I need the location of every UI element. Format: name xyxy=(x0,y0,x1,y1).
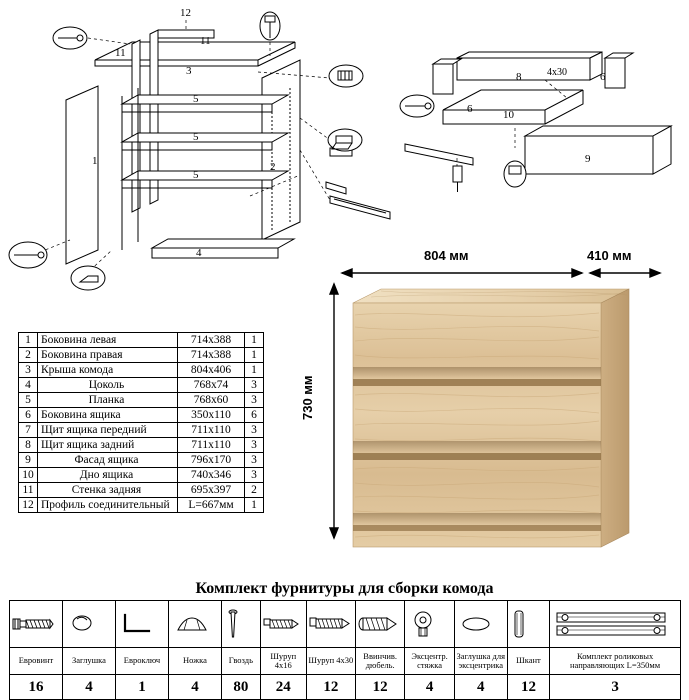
svg-text:9: 9 xyxy=(585,153,591,165)
screw-4x16-icon xyxy=(260,601,306,648)
part-qty: 3 xyxy=(245,438,264,453)
foot-icon xyxy=(168,601,221,648)
hardware-count: 4 xyxy=(62,675,115,700)
hardware-label: Евроключ xyxy=(115,648,168,675)
hardware-count: 12 xyxy=(306,675,355,700)
svg-text:5: 5 xyxy=(193,169,199,181)
part-size: 796х170 xyxy=(178,453,245,468)
part-size: 711х110 xyxy=(178,423,245,438)
dowel-icon xyxy=(507,601,549,648)
table-row xyxy=(19,378,264,393)
hardware-count: 3 xyxy=(550,675,681,700)
part-name: Фасад ящика xyxy=(38,453,178,468)
euro-key-icon xyxy=(115,601,168,648)
hardware-label: Евровинт xyxy=(10,648,63,675)
cam-lock-icon xyxy=(405,601,454,648)
hardware-count: 12 xyxy=(507,675,549,700)
hardware-count: 12 xyxy=(356,675,405,700)
part-size: 350х110 xyxy=(178,408,245,423)
part-size: 804х406 xyxy=(178,363,245,378)
assembly-diagram-drawer xyxy=(395,40,685,200)
hardware-labels-row xyxy=(10,648,681,675)
part-qty: 1 xyxy=(245,348,264,363)
dowel-screw-icon xyxy=(356,601,405,648)
svg-text:10: 10 xyxy=(503,109,514,121)
chest-of-drawers-image xyxy=(345,275,635,560)
part-size: 714х388 xyxy=(178,348,245,363)
screw-4x30-icon xyxy=(306,601,355,648)
part-qty: 3 xyxy=(245,378,264,393)
table-row xyxy=(19,423,264,438)
svg-text:6: 6 xyxy=(467,103,473,115)
part-name: Щит ящика задний xyxy=(38,438,178,453)
svg-text:1: 1 xyxy=(92,155,98,167)
svg-text:3: 3 xyxy=(186,65,192,77)
width-dimension-label: 804 мм xyxy=(424,248,469,263)
part-size: 695х397 xyxy=(178,483,245,498)
height-dimension-label: 730 мм xyxy=(300,375,315,420)
hardware-label: Шуруп 4х30 xyxy=(306,648,355,675)
hardware-count: 24 xyxy=(260,675,306,700)
part-name: Цоколь xyxy=(38,378,178,393)
svg-text:8: 8 xyxy=(516,71,522,83)
part-qty: 3 xyxy=(245,423,264,438)
table-row xyxy=(19,333,264,348)
part-qty: 6 xyxy=(245,408,264,423)
table-row xyxy=(19,453,264,468)
svg-text:2: 2 xyxy=(270,161,276,173)
part-no: 10 xyxy=(19,468,38,483)
svg-text:4х30: 4х30 xyxy=(547,67,567,78)
svg-text:4: 4 xyxy=(196,247,202,259)
hardware-label: Ножка xyxy=(168,648,221,675)
part-no: 1 xyxy=(19,333,38,348)
part-qty: 3 xyxy=(245,393,264,408)
hardware-label: Заглушка для эксцентрика xyxy=(454,648,507,675)
hardware-counts-row xyxy=(10,675,681,700)
part-name: Профиль соединительный xyxy=(38,498,178,513)
hardware-label: Заглушка xyxy=(62,648,115,675)
part-qty: 1 xyxy=(245,498,264,513)
table-row xyxy=(19,498,264,513)
part-size: 768х74 xyxy=(178,378,245,393)
part-no: 11 xyxy=(19,483,38,498)
table-row xyxy=(19,408,264,423)
part-size: L=667мм xyxy=(178,498,245,513)
hardware-count: 4 xyxy=(168,675,221,700)
part-no: 5 xyxy=(19,393,38,408)
table-row xyxy=(19,393,264,408)
hardware-label: Шкант xyxy=(507,648,549,675)
hardware-label: Эксцентр. стяжка xyxy=(405,648,454,675)
hardware-icons-row xyxy=(10,601,681,648)
hardware-label: Ввинчив. дюбель. xyxy=(356,648,405,675)
hardware-count: 1 xyxy=(115,675,168,700)
part-name: Дно ящика xyxy=(38,468,178,483)
table-row xyxy=(19,438,264,453)
svg-text:6: 6 xyxy=(600,71,606,83)
part-name: Стенка задняя xyxy=(38,483,178,498)
part-no: 8 xyxy=(19,438,38,453)
hardware-count: 4 xyxy=(454,675,507,700)
part-qty: 1 xyxy=(245,333,264,348)
hardware-table xyxy=(9,600,681,700)
part-no: 3 xyxy=(19,363,38,378)
table-row xyxy=(19,348,264,363)
part-name: Боковина ящика xyxy=(38,408,178,423)
part-qty: 3 xyxy=(245,468,264,483)
table-row xyxy=(19,483,264,498)
drawer-slides-icon xyxy=(550,601,681,648)
part-size: 768х60 xyxy=(178,393,245,408)
part-qty: 2 xyxy=(245,483,264,498)
part-no: 2 xyxy=(19,348,38,363)
cap-icon xyxy=(62,601,115,648)
euro-screw-icon xyxy=(10,601,63,648)
part-no: 4 xyxy=(19,378,38,393)
hardware-kit-title: Комплект фурнитуры для сборки комода xyxy=(195,580,494,597)
svg-text:12: 12 xyxy=(180,7,191,19)
depth-dimension-label: 410 мм xyxy=(587,248,632,263)
hardware-label: Шуруп 4х16 xyxy=(260,648,306,675)
hardware-count: 16 xyxy=(10,675,63,700)
table-row xyxy=(19,468,264,483)
part-no: 7 xyxy=(19,423,38,438)
hardware-count: 80 xyxy=(221,675,260,700)
part-name: Боковина правая xyxy=(38,348,178,363)
svg-text:5: 5 xyxy=(193,93,199,105)
part-name: Планка xyxy=(38,393,178,408)
hardware-count: 4 xyxy=(405,675,454,700)
part-no: 6 xyxy=(19,408,38,423)
cam-cap-icon xyxy=(454,601,507,648)
svg-text:5: 5 xyxy=(193,131,199,143)
parts-table xyxy=(18,332,264,513)
part-name: Крыша комода xyxy=(38,363,178,378)
part-no: 12 xyxy=(19,498,38,513)
hardware-label: Комплект роликовых направляющих L=350мм xyxy=(550,648,681,675)
part-qty: 3 xyxy=(245,453,264,468)
part-name: Щит ящика передний xyxy=(38,423,178,438)
hardware-label: Гвоздь xyxy=(221,648,260,675)
table-row xyxy=(19,363,264,378)
svg-text:11: 11 xyxy=(115,47,126,59)
part-name: Боковина левая xyxy=(38,333,178,348)
part-qty: 1 xyxy=(245,363,264,378)
part-size: 714х388 xyxy=(178,333,245,348)
svg-text:11: 11 xyxy=(200,35,211,47)
part-size: 711х110 xyxy=(178,438,245,453)
part-no: 9 xyxy=(19,453,38,468)
part-size: 740х346 xyxy=(178,468,245,483)
nail-icon xyxy=(221,601,260,648)
